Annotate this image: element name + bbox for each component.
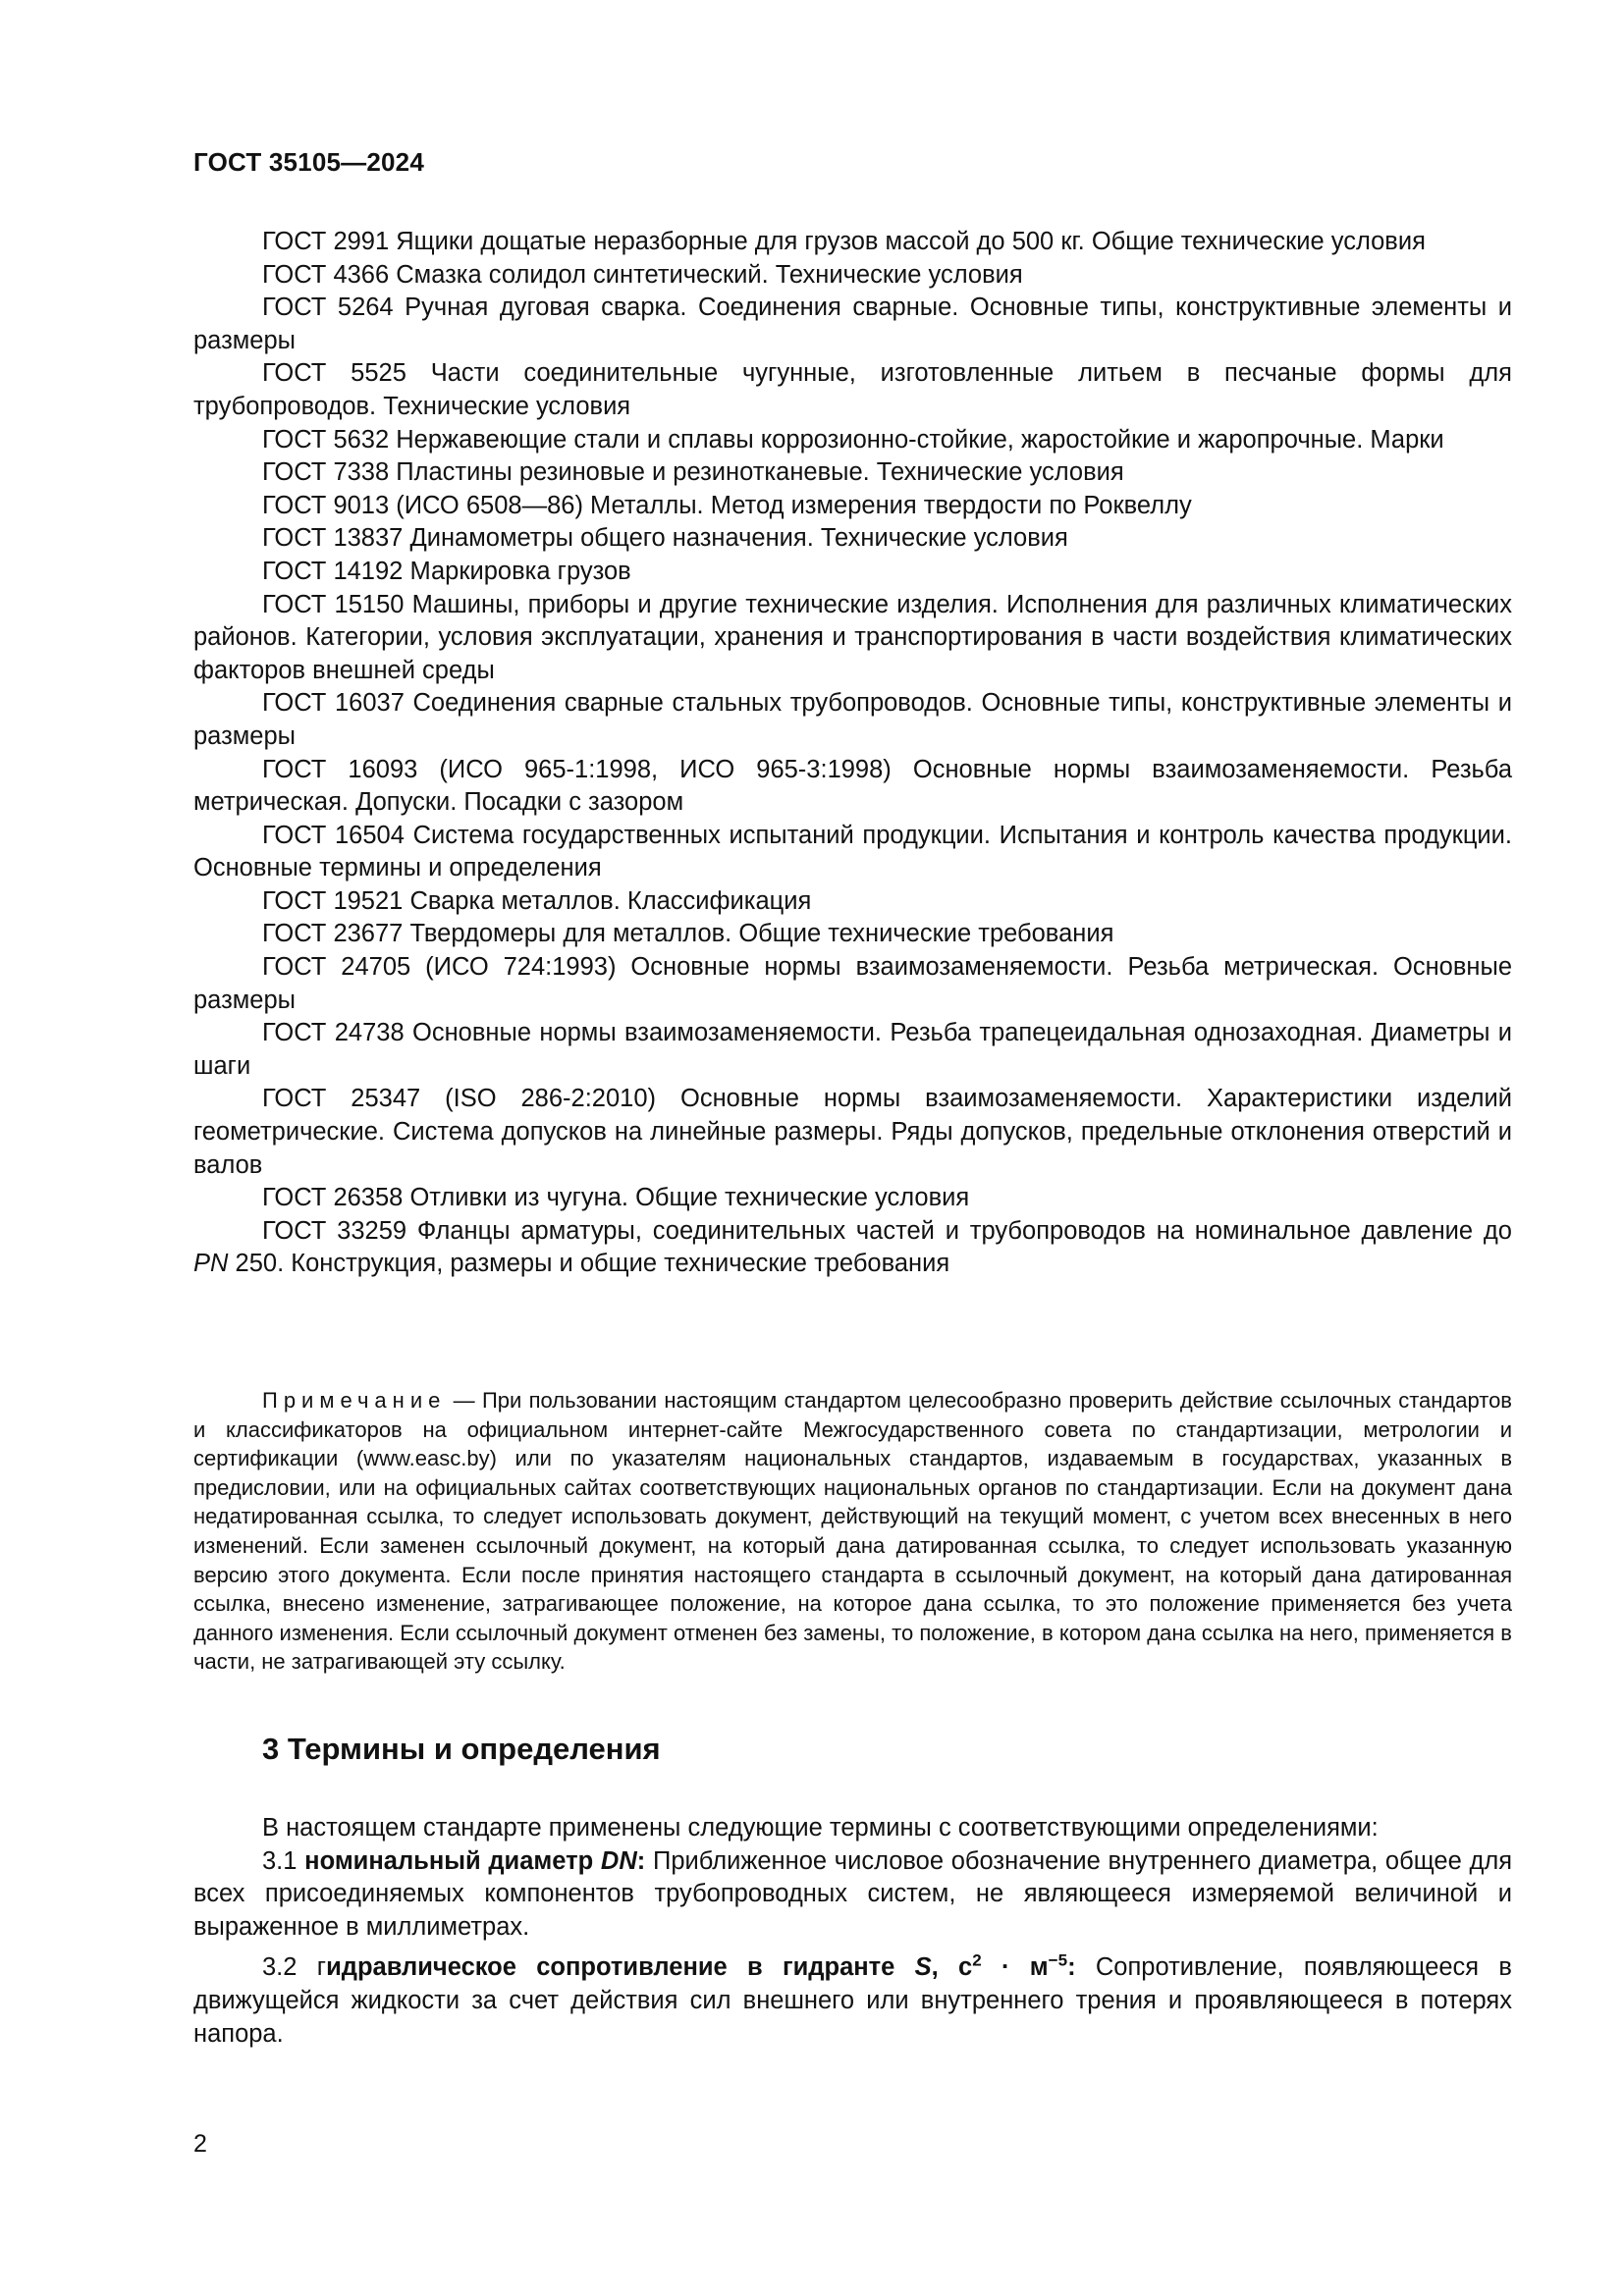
reference-code: ГОСТ 7338 — [262, 458, 390, 487]
reference-code: ГОСТ 33259 — [262, 1216, 407, 1245]
reference-title: Основные нормы взаимозаменяемости. Характеристики изделий геометрические. Система допусков на линейные размеры. Ряды допусков, предельные отклонения отверстий и валов — [193, 1085, 1512, 1179]
reference-item — [193, 1215, 1512, 1281]
reference-item — [193, 292, 1512, 357]
reference-code: ГОСТ 19521 — [262, 886, 404, 915]
reference-code: ГОСТ 14192 — [262, 557, 404, 585]
reference-code: ГОСТ 23677 — [262, 920, 404, 948]
term-colon: : — [636, 1846, 646, 1875]
reference-item — [193, 226, 1512, 259]
reference-item — [193, 754, 1512, 820]
reference-item — [193, 357, 1512, 423]
reference-item — [193, 1017, 1512, 1083]
reference-code: ГОСТ 24705 (ИСО 724:1993) — [262, 953, 617, 982]
reference-code: ГОСТ 9013 (ИСО 6508—86) — [262, 491, 583, 519]
page-number: 2 — [193, 2130, 207, 2158]
note-block — [193, 1386, 1512, 1677]
term-definition-text: Приближенное числовое обозначение внутреннего диаметра, общее для всех присоединяемых компонентов трубопроводных систем, не являющееся измеряемой величиной и выраженное в миллиметрах. — [193, 1846, 1513, 1941]
term-symbol: S — [914, 1953, 932, 1982]
reference-item — [193, 918, 1512, 951]
reference-title: Соединения сварные стальных трубопроводов. Основные типы, конструктивные элементы и размеры — [193, 689, 1512, 750]
reference-title: Основные нормы взаимозаменяемости. Резьба трапецеидальная однозаходная. Диаметры и шаги — [193, 1019, 1513, 1080]
reference-title: Твердомеры для металлов. Общие технические требования — [409, 920, 1114, 948]
reference-title: Отливки из чугуна. Общие технические условия — [409, 1184, 970, 1212]
term-number: 3.2 — [262, 1953, 298, 1982]
reference-item — [193, 589, 1512, 688]
reference-title: Пластины резиновые и резинотканевые. Технические условия — [396, 458, 1124, 487]
reference-code: ГОСТ 2991 — [262, 228, 390, 255]
reference-code: ГОСТ 16093 (ИСО 965-1:1998, ИСО 965-3:1998) — [262, 755, 892, 783]
reference-code: ГОСТ 13837 — [262, 524, 404, 553]
term-symbol: DN — [600, 1846, 637, 1875]
reference-title: Машины, приборы и другие технические изделия. Исполнения для различных климатических районов. Категории, условия эксплуатации, хранения и транспортирования в части воздействия климатических факторов внешней среды — [193, 590, 1512, 684]
reference-code: ГОСТ 26358 — [262, 1184, 404, 1212]
term-first-letter: г — [316, 1953, 327, 1982]
reference-item — [193, 951, 1512, 1017]
reference-item — [193, 687, 1512, 753]
reference-title-part: 250. Конструкция, размеры и общие технические требования — [228, 1250, 950, 1278]
term-unit-exponent: 2 — [972, 1950, 982, 1970]
reference-code: ГОСТ 5632 — [262, 425, 390, 454]
reference-title: Основные нормы взаимозаменяемости. Резьба метрическая. Допуски. Посадки с зазором — [193, 755, 1513, 817]
term-name — [304, 1847, 645, 1875]
reference-title: Ручная дуговая сварка. Соединения сварные. Основные типы, конструктивные элементы и размеры — [193, 294, 1513, 354]
reference-code: ГОСТ 16037 — [262, 689, 405, 718]
reference-item — [193, 424, 1512, 457]
term-unit-exponent: −5 — [1048, 1950, 1068, 1970]
reference-item — [193, 885, 1512, 919]
reference-item — [193, 259, 1512, 293]
reference-code: ГОСТ 16504 — [262, 821, 405, 849]
normative-references-list — [193, 226, 1512, 1281]
reference-title: Динамометры общего назначения. Технические условия — [409, 524, 1068, 553]
reference-title-part: Фланцы арматуры, соединительных частей и трубопроводов на номинальное давление до — [416, 1216, 1512, 1245]
note-paragraph — [193, 1386, 1512, 1677]
reference-title: Сварка металлов. Классификация — [409, 886, 812, 915]
terms-intro: В настоящем стандарте применены следующие термины с соответствующими определениями: — [262, 1814, 1379, 1842]
reference-title: Части соединительные чугунные, изготовленные литьем в песчаные формы для трубопроводов. Технические условия — [193, 359, 1512, 420]
reference-item — [193, 490, 1512, 523]
reference-item — [193, 1182, 1512, 1215]
section-title: 3 Термины и определения — [262, 1732, 661, 1766]
term-name — [326, 1950, 1076, 1982]
term-colon: : — [1067, 1953, 1076, 1982]
term-unit: , с — [931, 1953, 973, 1982]
reference-code: ГОСТ 5525 — [262, 359, 406, 388]
term-text: идравлическое сопротивление в гидранте — [326, 1953, 895, 1982]
term-definition — [193, 1951, 1512, 2051]
reference-item — [193, 1083, 1512, 1182]
reference-title: Основные нормы взаимозаменяемости. Резьба метрическая. Основные размеры — [193, 953, 1512, 1014]
term-number: 3.1 — [262, 1846, 298, 1875]
note-text: — При пользовании настоящим стандартом целесообразно проверить действие ссылочных стандартов и классификаторов на официальном интернет-сайте Межгосударственного совета по стандартизации, метрологии и сертификации (www.easc.by) или по указателям национальных стандартов, издаваемым в государствах, указанных в предисловии, или на официальных сайтах соответствующих национальных органов по стандартизации. Если на документ дана недатированная ссылка, то следует использовать документ, действующий на текущий момент, с учетом всех внесенных в него изменений. Если заменен ссылочный документ, на который дана датированная ссылка, то следует использовать указанную версию этого документа. Если после принятия настоящего стандарта в ссылочный документ, на который дана датированная ссылка, внесено изменение, затрагивающее положение, на которое дана ссылка, то это положение применяется без учета данного изменения. Если ссылочный документ отменен без замены, то положение, в котором дана ссылка на него, применяется в части, не затрагивающей эту ссылку. — [193, 1388, 1512, 1675]
reference-item — [193, 556, 1512, 589]
reference-code: ГОСТ 24738 — [262, 1019, 405, 1047]
pn-symbol: PN — [193, 1250, 229, 1278]
document-header: ГОСТ 35105—2024 — [193, 147, 424, 177]
reference-title: Нержавеющие стали и сплавы коррозионно-стойкие, жаростойкие и жаропрочные. Марки — [396, 425, 1444, 454]
term-text: номинальный диаметр — [304, 1846, 594, 1875]
reference-item — [193, 522, 1512, 556]
term-definition-text: Сопротивление, появляющееся в движущейся жидкости за счет действия сил внешнего или внутреннего трения и проявляющееся в потерях напора. — [193, 1953, 1512, 2048]
reference-title: Маркировка грузов — [409, 557, 631, 585]
reference-item — [193, 820, 1512, 885]
reference-code: ГОСТ 4366 — [262, 260, 390, 289]
reference-code: ГОСТ 15150 — [262, 590, 405, 618]
reference-title: Система государственных испытаний продукции. Испытания и контроль качества продукции. Основные термины и определения — [193, 821, 1512, 882]
reference-title: Ящики дощатые неразборные для грузов массой до 500 кг. Общие технические условия — [396, 228, 1426, 255]
reference-title: Смазка солидол синтетический. Технические условия — [396, 260, 1023, 289]
reference-code: ГОСТ 5264 — [262, 294, 394, 322]
reference-title: Металлы. Метод измерения твердости по Роквеллу — [590, 491, 1192, 519]
reference-code: ГОСТ 25347 (ISO 286-2:2010) — [262, 1085, 657, 1113]
terms-section — [193, 1812, 1512, 2051]
reference-item — [193, 456, 1512, 490]
term-unit: · м — [981, 1953, 1049, 1982]
note-label: Примечание — [262, 1388, 447, 1413]
term-definition — [193, 1845, 1512, 1945]
